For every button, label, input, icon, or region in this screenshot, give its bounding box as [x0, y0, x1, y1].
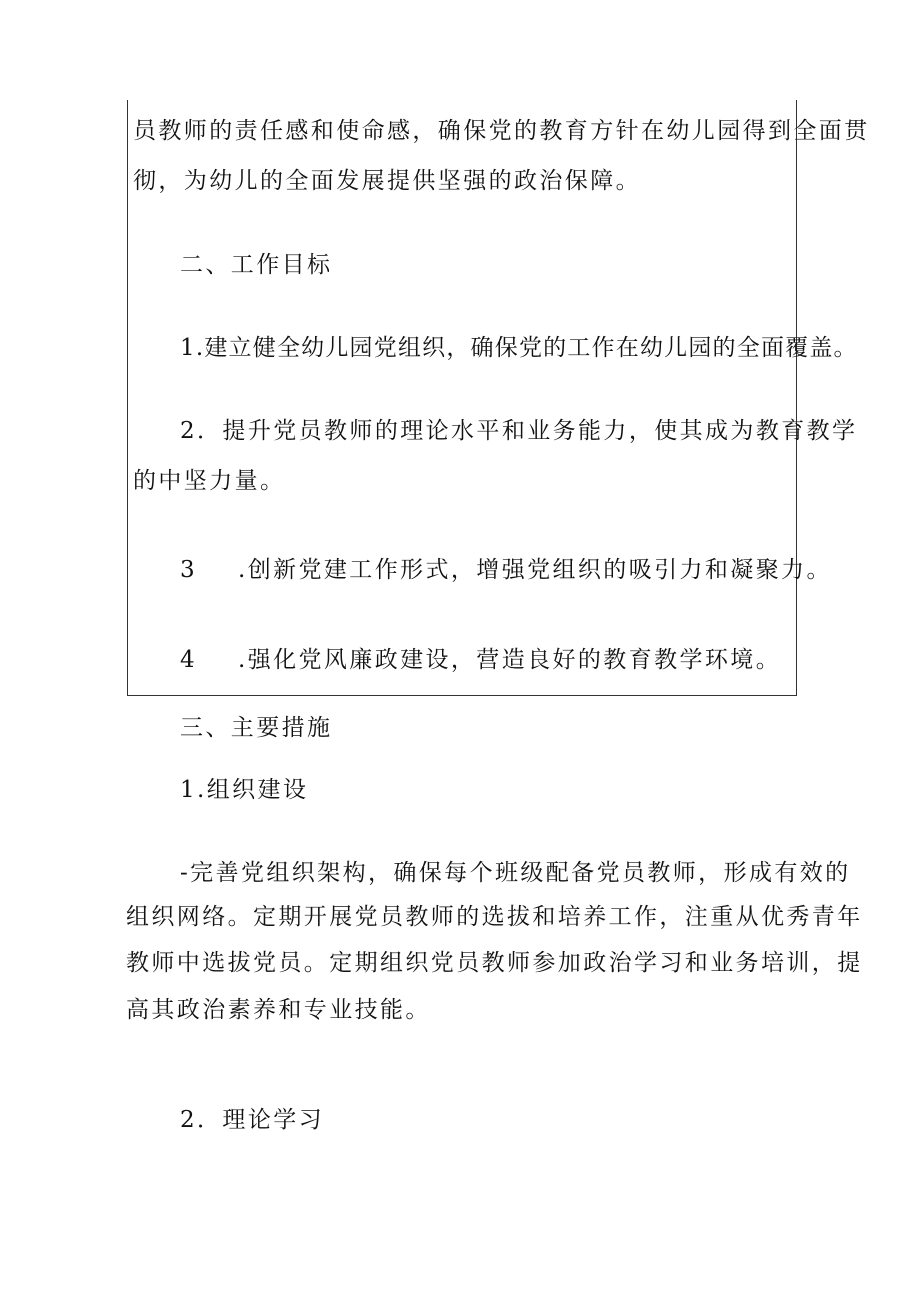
- paragraph-line: -完善党组织架构，确保每个班级配备党员教师，形成有效的: [180, 860, 851, 886]
- goal-item: 2．提升党员教师的理论水平和业务能力，使其成为教育教学: [180, 418, 858, 444]
- subsection-heading: 1.组织建设: [180, 777, 309, 803]
- section-heading: 三、主要措施: [180, 715, 333, 741]
- goal-item: .创新党建工作形式，增强党组织的吸引力和凝聚力。: [238, 557, 832, 583]
- section-heading: 二、工作目标: [180, 252, 333, 278]
- paragraph-line: 组织网络。定期开展党员教师的选拔和培养工作，注重从优秀青年: [126, 904, 863, 930]
- paragraph-line: 员教师的责任感和使命感，确保党的教育方针在幼儿园得到全面贯: [133, 118, 870, 144]
- paragraph-line: 彻，为幼儿的全面发展提供坚强的政治保障。: [133, 168, 641, 194]
- goal-number: 4: [180, 647, 195, 673]
- paragraph-line: 的中坚力量。: [133, 468, 286, 494]
- goal-item: 1.建立健全幼儿园党组织，确保党的工作在幼儿园的全面覆盖。: [180, 335, 858, 361]
- paragraph-line: 教师中选拔党员。定期组织党员教师参加政治学习和业务培训，提: [126, 950, 863, 976]
- paragraph-line: 高其政治素养和专业技能。: [126, 997, 431, 1023]
- goal-item: .强化党风廉政建设，营造良好的教育教学环境。: [238, 647, 782, 673]
- subsection-heading: 2．理论学习: [180, 1107, 325, 1133]
- goal-number: 3: [180, 557, 195, 583]
